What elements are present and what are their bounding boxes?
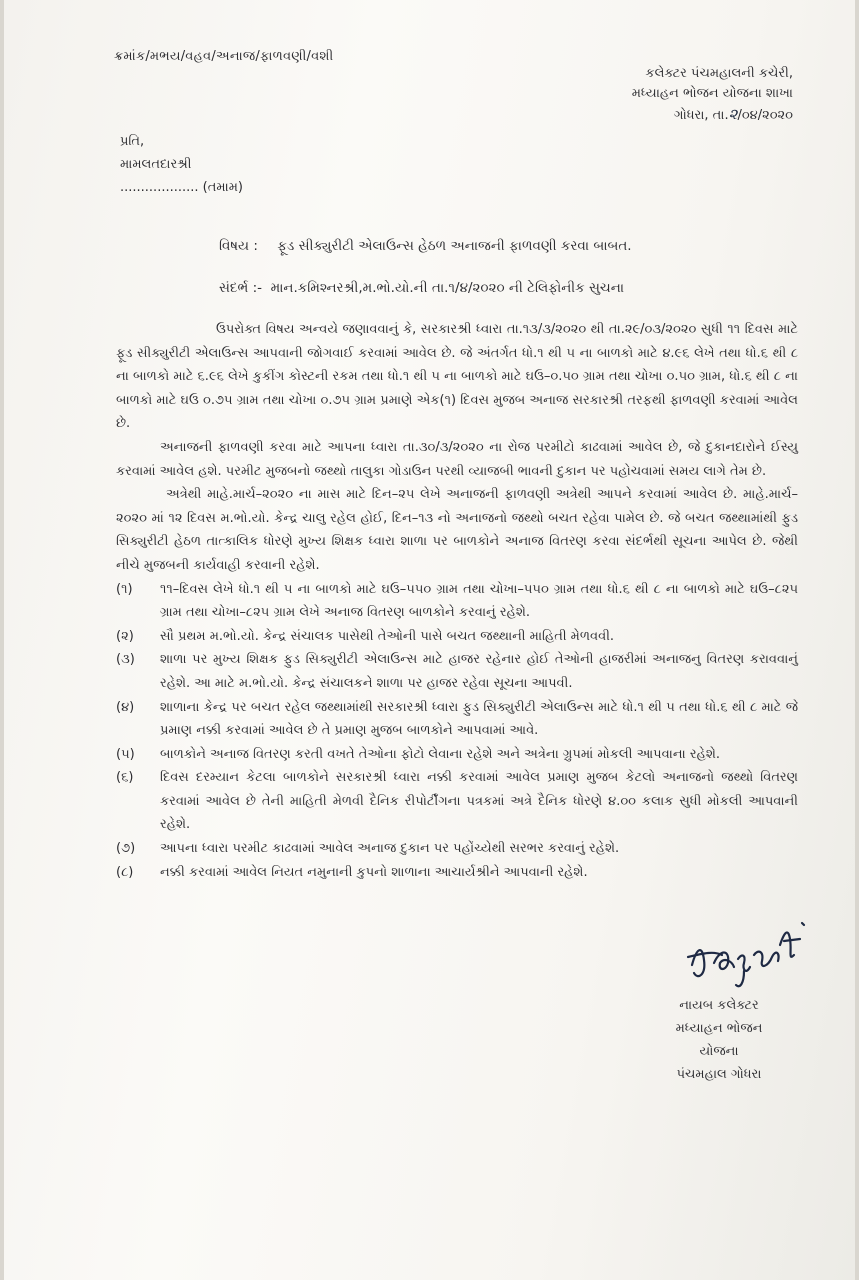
list-number: (૮) xyxy=(116,864,134,880)
signature-image xyxy=(684,905,824,1000)
list-item xyxy=(116,648,798,695)
date-suffix: /૦૪/૨૦૨૦ xyxy=(737,108,793,123)
paragraph: ઉપરોક્ત વિષય અન્વયે જણાવવાનું કે, સરકારશ્રી ધ્વારા તા.૧૩/૩/૨૦૨૦ થી તા.૨૯/૦૩/૨૦૨૦ સુધી ૧૧ દિવસ માટે ફૂડ સીક્યુરીટી એલાઉન્સ આપવાની જોગવાઈ કરવામાં આવેલ છે. જે અંતર્ગત ધો.૧ થી ૫ ના બાળકો માટે ૪.૯૬ લેખે તથા ધો.૬ થી ૮ ના બાળકો માટે ૬.૯૬ લેખે કુકીંગ કોસ્ટની રકમ તથા ધો.૧ થી ૫ ના બાળકો માટે ઘઉ–૦.૫૦ ગ્રામ તથા ચોખા ૦.૫૦ ગ્રામ, ધો.૬ થી ૮ ના બાળકો માટે ઘઉ ૦.૭૫ ગ્રામ તથા ચોખા ૦.૭૫ ગ્રામ પ્રમાણે એક(૧) દિવસ મુજબ અનાજ સરકારશ્રી તરફથી ફાળવણી કરવામાં આવેલ છે. xyxy=(116,322,798,432)
list-item xyxy=(116,696,798,743)
reference-line xyxy=(219,280,624,296)
prati-label: પ્રતિ, xyxy=(120,134,145,149)
list-item xyxy=(116,766,798,837)
date-prefix: ગોધરા, તા. xyxy=(673,108,729,123)
signatory-designation: નાયબ કલેક્ટર xyxy=(679,998,759,1013)
list-text: નક્કી કરવામાં આવેલ નિયત નમુનાની કુપનો શાળાના આચાર્યશ્રીને આપવાની રહેશે. xyxy=(160,864,588,880)
list-number: (૫) xyxy=(116,746,135,762)
list-text: આપના ધ્વારા પરમીટ કાઢવામાં આવેલ અનાજ દુકાન પર પહોંચ્યેથી સરભર કરવાનું રહેશે. xyxy=(160,841,620,857)
letter-date xyxy=(632,104,793,126)
letter-body xyxy=(116,318,798,884)
list-text: શાળાના કેન્દ્ર પર બચત રહેલ જથ્થામાંથી સરકારશ્રી ધ્વારા ફુડ સિક્યુરીટી એલાઉન્સ માટે ધો.૧ થી ૫ તથા ધો.૬ થી ૮ માટે જે પ્રમાણ નક્કી કરવામાં આવેલ છે તે પ્રમાણ મુજબ બાળકોને આપવામાં આવે. xyxy=(160,699,798,739)
list-item xyxy=(116,861,798,885)
addressee-blank: ................... (તમામ) xyxy=(120,180,243,195)
list-number: (૭) xyxy=(116,841,136,857)
list-text: ૧૧–દિવસ લેખે ધો.૧ થી ૫ ના બાળકો માટે ઘઉ–૫૫૦ ગ્રામ તથા ચોખા–૫૫૦ ગ્રામ તથા ધો.૬ થી ૮ ના બાળકો માટે ઘઉ–૮૨૫ ગ્રામ તથા ચોખા–૮૨૫ ગ્રામ લેખે અનાજ વિતરણ બાળકોને કરવાનું રહેશે. xyxy=(160,581,798,621)
office-header xyxy=(632,64,793,126)
signatory-department: મધ્યાહન ભોજન યોજના xyxy=(675,1021,763,1059)
paragraph: અનાજની ફાળવણી કરવા માટે આપના ધ્વારા તા.૩૦/૩/૨૦૨૦ ના રોજ પરમીટો કાઢવામાં આવેલ છે, જે દુકાનદારોને ઈસ્યુ કરવામાં આવેલ હશે. પરમીટ મુજબનો જથ્થો તાલુકા ગોડાઉન પરથી વ્યાજબી ભાવની દુકાન પર પહોચવામાં સમય લાગે તેમ છે. xyxy=(116,439,798,479)
list-text: શાળા પર મુખ્ય શિક્ષક ફુડ સિક્યુરીટી એલાઉન્સ માટે હાજર રહેનાર હોઈ તેઓની હાજરીમાં અનાજનુ વિતરણ કરાવવાનું રહેશે. આ માટે મ.ભો.યો. કેન્દ્ર સંચાલકને શાળા પર હાજર રહેવા સૂચના આપવી. xyxy=(160,652,798,691)
reference-text: માન.કમિશ્નરશ્રી,મ.ભો.યો.ની તા.૧/૪/૨૦૨૦ ની ટેલિફોનીક સુચના xyxy=(270,280,625,296)
list-item xyxy=(116,578,798,625)
paragraph: અત્રેથી માહે.માર્ચ–૨૦૨૦ ના માસ માટે દિન–૨૫ લેખે અનાજની ફાળવણી અત્રેથી આપને કરવામાં આવેલ છે. માહે.માર્ચ–૨૦૨૦ માં ૧૨ દિવસ મ.ભો.યો. કેન્દ્ર ચાલુ રહેલ હોઈ, દિન–૧૩ નો અનાજનો જથ્થો બચત રહેવા પામેલ છે. જે બચત જથ્થામાંથી ફુડ સિક્યુરીટી હેઠળ તાત્કાલિક ધોરણે મુખ્ય શિક્ષક ધ્વારા શાળા પર બાળકોને અનાજ વિતરણ કરવા સંદર્ભથી સૂચના આપેલ છે. જેથી નીચે મુજબની કાર્યવાહી કરવાની રહેશે. xyxy=(116,487,798,573)
list-text: બાળકોને અનાજ વિતરણ કરતી વખતે તેઓના ફોટો લેવાના રહેશે અને અત્રેના ગ્રુપમાં મોકલી આપવાના રહેશે. xyxy=(160,746,720,762)
list-item xyxy=(116,837,798,861)
addressee xyxy=(120,130,243,199)
list-text: સૌ પ્રથમ મ.ભો.યો. કેન્દ્ર સંચાલક પાસેથી તેઓની પાસે બચત જથ્થાની માહિતી મેળવવી. xyxy=(160,628,615,644)
reference-number: ક્રમાંક/મભય/વહવ/અનાજ/ફાળવણી/વશી xyxy=(114,49,334,64)
list-number: (૬) xyxy=(116,770,134,786)
date-handwritten: ૨ xyxy=(728,105,738,123)
subject-label: વિષય : xyxy=(219,238,258,254)
list-item xyxy=(116,743,798,767)
list-number: (૪) xyxy=(116,699,135,715)
list-number: (૨) xyxy=(116,628,134,644)
subject-line xyxy=(219,238,632,254)
office-name: કલેક્ટર પંચમહાલની કચેરી, xyxy=(645,66,793,81)
list-number: (૧) xyxy=(116,581,133,597)
signatory-place: પંચમહાલ ગોધરા xyxy=(676,1067,762,1082)
list-number: (૩) xyxy=(116,652,135,668)
list-item xyxy=(116,625,798,649)
list-text: દિવસ દરમ્યાન કેટલા બાળકોને સરકારશ્રી ધ્વારા નક્કી કરવામાં આવેલ પ્રમાણ મુજબ કેટલો અનાજનો જથ્થો વિતરણ કરવામાં આવેલ છે તેની માહિતી મેળવી દૈનિક રીપોર્ટીંગના પત્રકમાં અત્રે દૈનિક ધોરણે ૪.૦૦ કલાક સુધી મોકલી આપવાની રહેશે. xyxy=(160,770,798,833)
signatory-block xyxy=(654,994,784,1086)
letter-page xyxy=(4,0,855,1280)
addressee-title: મામલતદારશ્રી xyxy=(120,157,192,172)
reference-label: સંદર્ભ :- xyxy=(219,280,262,296)
subject-text: ફૂડ સીક્યુરીટી એલાઉન્સ હેઠળ અનાજની ફાળવણી કરવા બાબત. xyxy=(277,238,632,254)
office-branch: મધ્યાહન ભોજન યોજના શાખા xyxy=(631,86,793,101)
